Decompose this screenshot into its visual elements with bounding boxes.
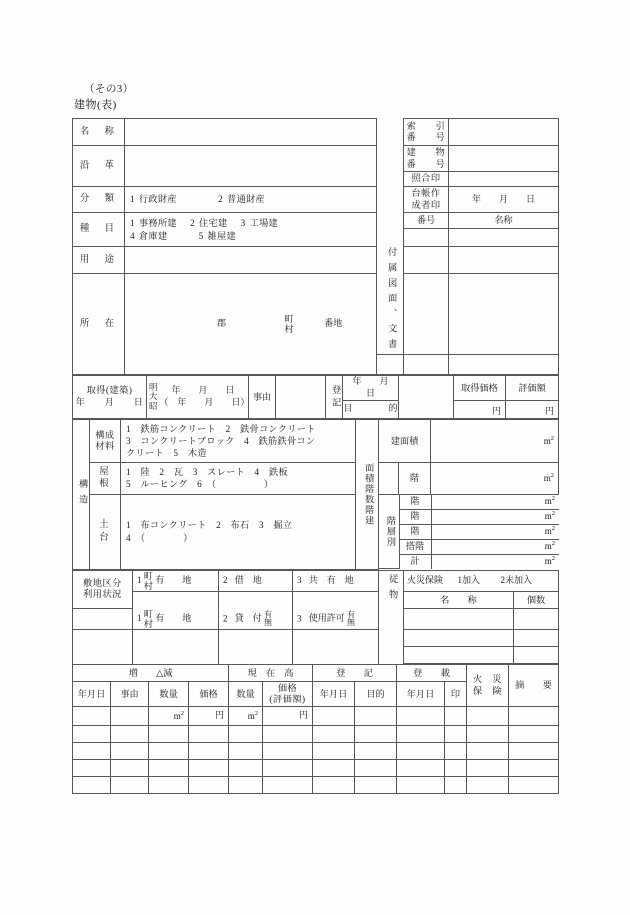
ledger-cell-date-list-4[interactable]	[397, 760, 445, 777]
site-bottom-spacer-c	[219, 630, 293, 664]
class-option-2[interactable]: 2 普通財産	[218, 194, 265, 205]
ledger-cell-qty-cur-3[interactable]	[229, 743, 263, 760]
field-building-no-value[interactable]	[449, 146, 559, 172]
ledger-cell-date-inc-1[interactable]	[73, 707, 111, 726]
ledger-cell-seal-3[interactable]	[445, 743, 467, 760]
ledger-cell-date-reg-5[interactable]	[313, 777, 355, 794]
field-use-value[interactable]	[125, 247, 377, 274]
ledger-sub-date-list: 年月日	[397, 682, 445, 707]
ledger-cell-date-inc-2[interactable]	[73, 726, 111, 743]
ledger-cell-reason-4[interactable]	[111, 760, 149, 777]
label-site: 敷地区分 利用状況	[73, 570, 133, 609]
field-floor-penthouse-value[interactable]: $m^2$	[431, 539, 559, 554]
row-site2-accessory1	[73, 609, 559, 630]
ledger-cell-date-list-2[interactable]	[397, 726, 445, 743]
label-base: 土 台	[90, 494, 121, 569]
ledger-cell-seal-5[interactable]	[445, 777, 467, 794]
label-build-area: 建面積	[379, 419, 431, 462]
ledger-group-header-row	[73, 665, 559, 682]
label-name: 名 称	[73, 119, 125, 146]
label-material: 構成 材料	[90, 419, 121, 462]
attachments-vertical-spacer	[377, 355, 404, 375]
floor-row-penthouse	[379, 539, 559, 554]
site-row1-opt1[interactable]: 1 町 村 有 地	[133, 570, 219, 591]
upper-section	[72, 118, 559, 247]
label-floor-1: 階	[399, 463, 431, 494]
ledger-cell-fire-2[interactable]	[467, 726, 509, 743]
ledger-cell-purpose-1[interactable]	[355, 707, 397, 726]
ledger-group-current: 現 在 高	[229, 665, 313, 682]
label-floor-group: 階層別	[379, 495, 399, 569]
field-valuation-value[interactable]: 円	[506, 400, 559, 418]
ledger-group-register: 登 記	[313, 665, 397, 682]
label-register-date: 年 月 日	[343, 376, 399, 401]
label-acquisition: 取得(建築) 年 月 日	[73, 376, 147, 419]
accessories-col-name-header: 名 称	[404, 591, 514, 609]
label-verify-seal: 照合印	[404, 172, 449, 187]
ledger-cell-reason-5[interactable]	[111, 777, 149, 794]
row-history-buildingno	[73, 146, 559, 172]
field-floor-2-value[interactable]: $m^2$	[431, 495, 559, 510]
accessory-count-2[interactable]	[514, 630, 559, 647]
ledger-cell-seal-2[interactable]	[445, 726, 467, 743]
row-class-ledgerseal	[73, 187, 559, 213]
ledger-cell-date-inc-3[interactable]	[73, 743, 111, 760]
floor-row-total	[379, 554, 559, 569]
site-row2-opt1[interactable]: 1 町 村 有 地	[133, 609, 219, 630]
ledger-sub-seal: 印	[445, 682, 467, 707]
ledger-cell-summary-5[interactable]	[509, 777, 559, 794]
ledger-cell-purpose-4[interactable]	[355, 760, 397, 777]
ledger-cell-fire-5[interactable]	[467, 777, 509, 794]
accessory-count-3[interactable]	[514, 647, 559, 664]
upper-section-lower	[72, 247, 559, 375]
attachment-number-3[interactable]	[404, 274, 449, 355]
ledger-cell-seal-4[interactable]	[445, 760, 467, 777]
field-fire-insurance[interactable]: 火災保険 1加入 2未加入	[404, 570, 559, 591]
accessory-name-2[interactable]	[404, 630, 514, 647]
field-location-value[interactable]	[125, 274, 377, 375]
fire-insurance-option-2[interactable]: 2未加入	[500, 574, 533, 585]
field-register-value[interactable]	[399, 376, 454, 419]
site-row1-opt2[interactable]: 2 借 地	[219, 570, 293, 591]
ledger-cell-qty-inc-5[interactable]	[149, 777, 189, 794]
ledger-cell-reason-3[interactable]	[111, 743, 149, 760]
ledger-cell-seal-1[interactable]	[445, 707, 467, 726]
ledger-cell-date-reg-4[interactable]	[313, 760, 355, 777]
row-acquisition-top	[73, 376, 559, 401]
label-history: 沿 革	[73, 146, 125, 187]
area-vertical-labels: 面積 階数 階建	[356, 419, 379, 569]
ledger-cell-qty-inc-4[interactable]	[149, 760, 189, 777]
ledger-cell-summary-1[interactable]	[509, 707, 559, 726]
ledger-sub-date-inc: 年月日	[73, 682, 111, 707]
attachment-name-4[interactable]	[449, 355, 559, 375]
row-location-attach3	[73, 274, 559, 355]
site-row1-opt3[interactable]: 3 共 有 地	[293, 570, 379, 591]
label-index-no: 索 引 番 号	[404, 119, 449, 146]
site-cho-son-2: 町 村	[143, 608, 153, 629]
class-option-1[interactable]: 1 行政財産	[130, 194, 177, 205]
field-floor-3-value[interactable]: $m^2$	[431, 509, 559, 524]
ledger-sub-reason: 事由	[111, 682, 149, 707]
field-index-no-value[interactable]	[449, 119, 559, 146]
attachments-vertical-label-cell: 付属図面、文書	[377, 247, 404, 355]
label-accessories: 従物	[379, 570, 404, 609]
ledger-cell-summary-4[interactable]	[509, 760, 559, 777]
field-floor-total-value[interactable]: $m^2$	[431, 554, 559, 569]
ledger-cell-price-inc-5[interactable]	[189, 777, 229, 794]
site-row2-opt2-upper	[219, 591, 293, 609]
structure-area-section	[72, 419, 559, 570]
era-selector[interactable]: 明 大 昭	[149, 383, 158, 411]
attachment-name-1[interactable]	[449, 229, 559, 247]
ledger-cell-fire-4[interactable]	[467, 760, 509, 777]
site-accessory-section	[72, 570, 559, 664]
ledger-sub-price-inc: 価格	[189, 682, 229, 707]
attachment-name-3[interactable]	[449, 274, 559, 355]
ledger-cell-qty-inc-2[interactable]	[149, 726, 189, 743]
lend-yes-no[interactable]: 有 無	[264, 609, 273, 627]
accessories-vertical-spacer-2	[379, 630, 404, 664]
site-cho-son-1: 町 村	[143, 570, 153, 591]
permit-yes-no[interactable]: 有 無	[347, 609, 356, 627]
ledger-group-increase: 増 △減	[73, 665, 229, 682]
site-row2-opt1-upper[interactable]	[133, 591, 219, 609]
row-fire-insurance	[73, 570, 559, 591]
ledger-cell-purpose-3[interactable]	[355, 743, 397, 760]
label-location: 所 在	[73, 274, 125, 375]
location-banchi: 番地	[324, 318, 343, 329]
row-use-attach2	[73, 247, 559, 274]
ledger-cell-summary-2[interactable]	[509, 726, 559, 743]
table-row	[73, 726, 559, 743]
ledger-sub-price-cur: 価格 (評価額)	[263, 682, 313, 707]
site-bottom-spacer-b	[133, 630, 219, 664]
kind-options-row-2: 4 倉庫建 5 雑屋建	[130, 230, 236, 241]
ledger-cell-price-inc-3[interactable]	[189, 743, 229, 760]
ledger-cell-date-reg-1[interactable]	[313, 707, 355, 726]
row-accessories-header	[73, 591, 559, 609]
label-floor-total: 計	[399, 554, 431, 569]
floor-row-3	[379, 509, 559, 524]
field-floor-4-value[interactable]: $m^2$	[431, 524, 559, 539]
ledger-cell-qty-cur-5[interactable]	[229, 777, 263, 794]
accessories-col-count-header: 個数	[514, 591, 559, 609]
field-acq-price-value[interactable]: 円	[454, 400, 506, 418]
field-verify-seal-value[interactable]	[449, 172, 559, 187]
row-name-index	[73, 119, 559, 146]
site-bottom-spacer-a	[73, 630, 133, 664]
label-class: 分 類	[73, 187, 125, 213]
field-material-options[interactable]: 1 鉄筋コンクリート 2 鉄骨コンクリート 3 コンクリートブロック 4 鉄筋鉄骨コン クリート 5 木造	[121, 419, 356, 462]
ledger-cell-date-reg-3[interactable]	[313, 743, 355, 760]
label-use: 用 途	[73, 247, 125, 274]
label-floor-2: 階	[399, 495, 431, 510]
ledger-group-listing: 登 載	[397, 665, 467, 682]
floor-detail-table	[379, 495, 559, 570]
attachment-name-2[interactable]	[449, 247, 559, 274]
field-class-options[interactable]	[125, 187, 377, 213]
ledger-cell-price-cur-1[interactable]: 円	[263, 707, 313, 726]
label-structure: 構造	[73, 419, 90, 569]
table-row	[73, 777, 559, 794]
site-row2-opt2[interactable]: 2 貸 付 有 無	[219, 609, 293, 630]
field-reason-value[interactable]	[276, 376, 326, 419]
ledger-cell-price-cur-5[interactable]	[263, 777, 313, 794]
row-roof-floor1	[73, 463, 559, 494]
label-reason: 事由	[249, 376, 276, 419]
label-site-spacer	[73, 609, 133, 630]
ledger-cell-price-inc-1[interactable]: 円	[189, 707, 229, 726]
row-accessory-2	[73, 630, 559, 647]
ledger-sub-qty-cur: 数量	[229, 682, 263, 707]
ledger-cell-qty-inc-1[interactable]: $m^2$	[149, 707, 189, 726]
label-valuation: 評価額	[506, 376, 559, 401]
table-row	[73, 760, 559, 777]
floor-row-2	[379, 495, 559, 510]
page-title: 建物(表)	[74, 99, 117, 111]
ledger-cell-qty-cur-1[interactable]: $m^2$	[229, 707, 263, 726]
site-row2-opt3-upper	[293, 591, 379, 609]
field-ledger-seal-date[interactable]: 年 月 日	[449, 187, 559, 213]
row-kind-attachheader	[73, 213, 559, 229]
spacer-top	[377, 119, 404, 247]
ledger-cell-date-list-5[interactable]	[397, 777, 445, 794]
location-gun: 郡	[217, 318, 227, 329]
label-building-no: 建 物 番 号	[404, 146, 449, 172]
accessory-count-1[interactable]	[514, 609, 559, 630]
label-acq-price: 取得価格	[454, 376, 506, 401]
label-floor-4: 階	[399, 524, 431, 539]
label-kind: 種 目	[73, 213, 125, 247]
ledger-cell-qty-inc-3[interactable]	[149, 743, 189, 760]
era-date-line1: 年 月 日	[171, 385, 235, 396]
accessory-name-1[interactable]	[404, 609, 514, 630]
form-sheet	[72, 82, 558, 794]
label-floor-3: 階	[399, 509, 431, 524]
ledger-cell-date-list-1[interactable]	[397, 707, 445, 726]
field-kind-options[interactable]	[125, 213, 377, 247]
ledger-cell-qty-cur-2[interactable]	[229, 726, 263, 743]
location-cho-son: 町 村	[284, 313, 294, 335]
site-row2-opt3[interactable]: 3 使用許可 有 無	[293, 609, 379, 630]
ledger-cell-date-inc-4[interactable]	[73, 760, 111, 777]
row-base-floorgroup	[73, 494, 559, 569]
ledger-table	[72, 664, 559, 794]
field-roof-options[interactable]: 1 陸 2 瓦 3 スレート 4 鉄板 5 ルーヒング 6 （ ）	[121, 463, 356, 494]
ledger-cell-purpose-5[interactable]	[355, 777, 397, 794]
ledger-cell-price-cur-3[interactable]	[263, 743, 313, 760]
form-number: （その3）	[84, 84, 134, 95]
attachment-number-2[interactable]	[404, 247, 449, 274]
label-floor-penthouse: 搭階	[399, 539, 431, 554]
attachments-col-number-header: 番号	[404, 213, 449, 229]
site-bottom-spacer-d	[293, 630, 379, 664]
ledger-group-fire-insurance: 火 災 保 険	[467, 665, 509, 707]
acquisition-section	[72, 375, 559, 419]
attachment-number-1[interactable]	[404, 229, 449, 247]
ledger-cell-fire-3[interactable]	[467, 743, 509, 760]
ledger-cell-fire-1[interactable]	[467, 707, 509, 726]
ledger-unit-row	[73, 707, 559, 726]
accessory-name-3[interactable]	[404, 647, 514, 664]
label-roof: 屋 根	[90, 463, 121, 494]
ledger-group-summary: 摘 要	[509, 665, 559, 707]
ledger-cell-reason-1[interactable]	[111, 707, 149, 726]
field-history-value[interactable]	[125, 146, 377, 187]
ledger-cell-price-cur-2[interactable]	[263, 726, 313, 743]
accessories-vertical-spacer-1	[379, 609, 404, 630]
attachments-col-name-header: 名称	[449, 213, 559, 229]
field-name-value[interactable]	[125, 119, 377, 146]
field-floor-1-value[interactable]: $m^2$	[431, 463, 559, 494]
field-build-area-value[interactable]: $m^2$	[431, 419, 559, 462]
ledger-sub-purpose: 目的	[355, 682, 397, 707]
floor-row-4	[379, 524, 559, 539]
field-base-options[interactable]: 1 布コンクリート 2 布石 3 掘立 4 （ ）	[121, 494, 356, 569]
fire-insurance-option-1[interactable]: 1加入	[457, 574, 481, 585]
ledger-cell-date-reg-2[interactable]	[313, 726, 355, 743]
row-material-buildarea	[73, 419, 559, 462]
era-date-line2: （ 年 月 日）	[159, 396, 250, 407]
ledger-cell-purpose-2[interactable]	[355, 726, 397, 743]
ledger-cell-price-inc-4[interactable]	[189, 760, 229, 777]
ledger-cell-summary-3[interactable]	[509, 743, 559, 760]
table-row	[73, 743, 559, 760]
ledger-sub-qty-inc: 数量	[149, 682, 189, 707]
field-era-date[interactable]	[147, 376, 249, 419]
ledger-cell-date-list-3[interactable]	[397, 743, 445, 760]
ledger-cell-reason-2[interactable]	[111, 726, 149, 743]
floor-group-spacer	[379, 463, 399, 494]
attachment-number-4[interactable]	[404, 355, 449, 375]
ledger-sub-date-reg: 年月日	[313, 682, 355, 707]
label-register: 登記	[326, 376, 343, 419]
label-ledger-seal: 台帳作 成者印	[404, 187, 449, 213]
ledger-cell-qty-cur-4[interactable]	[229, 760, 263, 777]
kind-options-row-1: 1 事務所建 2 住宅建 3 工場建	[130, 218, 279, 229]
label-register-purpose: 目 的	[343, 400, 399, 418]
ledger-cell-date-inc-5[interactable]	[73, 777, 111, 794]
ledger-cell-price-cur-4[interactable]	[263, 760, 313, 777]
ledger-cell-price-inc-2[interactable]	[189, 726, 229, 743]
